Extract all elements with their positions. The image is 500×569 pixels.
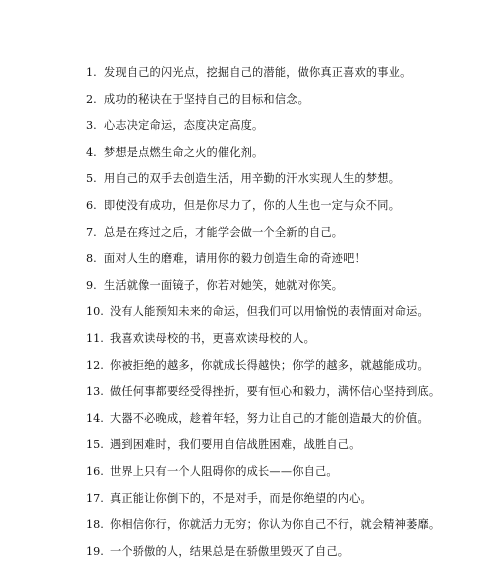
item-number: 5.: [86, 172, 97, 186]
item-text: 发现自己的闪光点，挖掘自己的潜能，做你真正喜欢的事业。: [104, 66, 412, 79]
item-number: 14.: [86, 411, 104, 425]
item-number: 12.: [86, 358, 104, 372]
list-item: [86, 91, 486, 118]
item-text: 用自己的双手去创造生活，用辛勤的汗水实现人生的梦想。: [104, 172, 401, 186]
item-text: 你相信你行，你就活力无穷；你认为你自己不行，就会精神萎靡。: [110, 518, 441, 532]
item-number: 17.: [86, 491, 104, 505]
item-text: 世界上只有一个人阻碍你的成长——你自己。: [110, 464, 338, 478]
list-item: [86, 117, 486, 144]
item-number: 7.: [86, 225, 97, 239]
item-number: 9.: [86, 278, 97, 292]
list-item: [86, 250, 486, 277]
item-text: 做任何事都要经受得挫折，要有恒心和毅力，满怀信心坚持到底。: [110, 385, 441, 399]
item-text: 真正能让你倒下的，不是对手，而是你绝望的内心。: [110, 491, 372, 505]
list-item: [86, 170, 486, 197]
list-item: [86, 144, 486, 171]
list-item: [86, 64, 486, 91]
quote-list: [86, 64, 486, 569]
list-item: [86, 303, 486, 330]
item-text: 梦想是点燃生命之火的催化剂。: [104, 145, 264, 159]
item-text: 遇到困难时，我们要用自信战胜困难，战胜自己。: [110, 438, 361, 452]
item-number: 4.: [86, 145, 97, 159]
item-number: 18.: [86, 518, 104, 532]
item-number: 8.: [86, 252, 97, 266]
item-number: 2.: [86, 92, 97, 106]
list-item: [86, 330, 486, 357]
item-text: 一个骄傲的人，结果总是在骄傲里毁灭了自己。: [110, 544, 350, 558]
item-text: 没有人能预知未来的命运，但我们可以用愉悦的表情面对命运。: [110, 305, 429, 319]
list-item: [86, 543, 486, 569]
item-text: 你被拒绝的越多，你就成长得越快；你学的越多，就越能成功。: [110, 358, 429, 372]
item-number: 3.: [86, 119, 97, 133]
item-text: 面对人生的磨难，请用你的毅力创造生命的奇迹吧！: [104, 252, 366, 266]
item-number: 15.: [86, 438, 104, 452]
item-text: 大器不必晚成，趁着年轻，努力让自己的才能创造最大的价值。: [110, 411, 429, 425]
item-text: 生活就像一面镜子，你若对她笑，她就对你笑。: [104, 278, 344, 292]
list-item: [86, 463, 486, 490]
item-number: 13.: [86, 385, 104, 399]
list-item: [86, 516, 486, 543]
list-item: [86, 277, 486, 304]
item-number: 16.: [86, 464, 104, 478]
item-text: 总是在疼过之后，才能学会做一个全新的自己。: [104, 225, 344, 239]
list-item: [86, 383, 486, 410]
list-item: [86, 357, 486, 384]
item-text: 成功的秘诀在于坚持自己的目标和信念。: [104, 92, 309, 106]
item-number: 1.: [86, 66, 97, 79]
item-text: 心志决定命运，态度决定高度。: [104, 119, 264, 133]
list-item: [86, 490, 486, 517]
item-number: 11.: [86, 331, 104, 345]
list-item: [86, 410, 486, 437]
item-text: 即使没有成功，但是你尽力了，你的人生也一定与众不同。: [104, 198, 401, 212]
list-item: [86, 436, 486, 463]
item-number: 6.: [86, 198, 97, 212]
list-item: [86, 197, 486, 224]
item-number: 19.: [86, 544, 104, 558]
item-number: 10.: [86, 305, 104, 319]
item-text: 我喜欢读母校的书，更喜欢读母校的人。: [110, 331, 315, 345]
list-item: [86, 224, 486, 251]
